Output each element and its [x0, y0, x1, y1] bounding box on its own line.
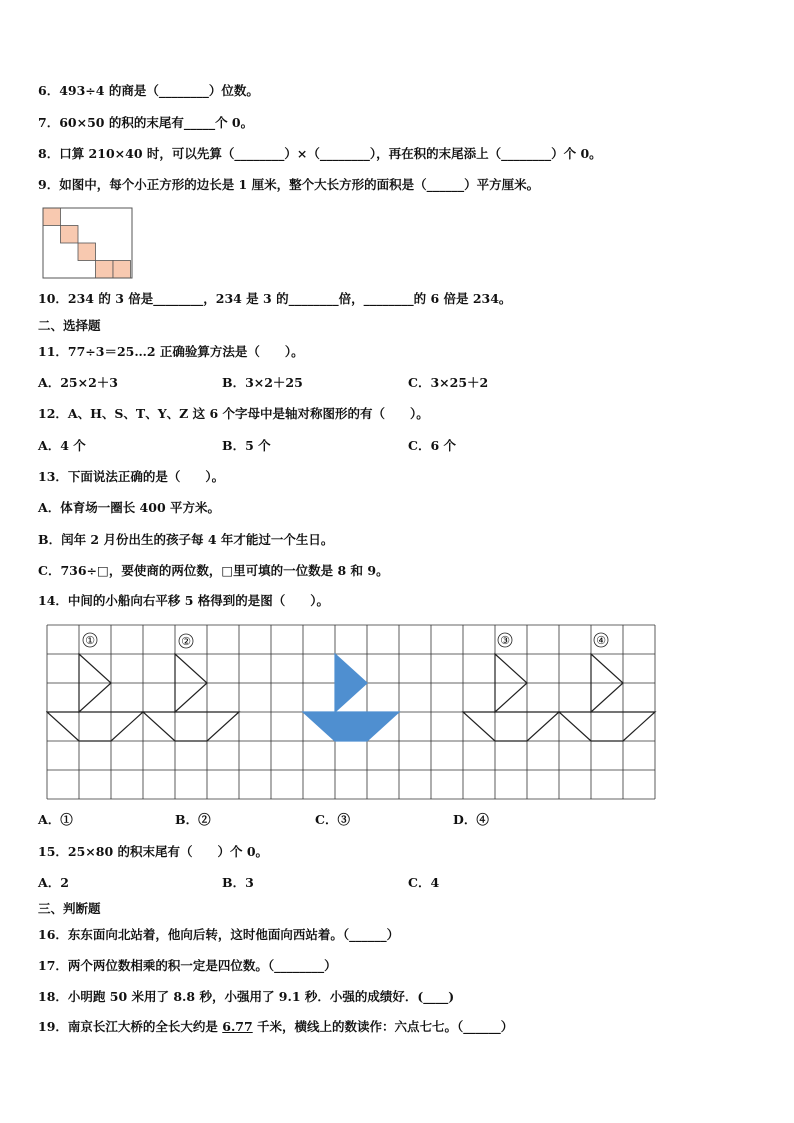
boat-label-2: ②: [181, 635, 191, 648]
q15: 15．25×80 的积末尾有（ ）个 0。: [38, 844, 269, 859]
boat-hull: [463, 712, 559, 741]
q9: 9．如图中，每个小正方形的边长是 1 厘米，整个大长方形的面积是（______）平方厘米。: [38, 177, 540, 192]
shaded-square: [43, 208, 61, 226]
boat-4: [559, 654, 655, 741]
q12: 12．A、H、S、T、Y、Z 这 6 个字母中是轴对称图形的有（ ）。: [38, 406, 429, 421]
q14-option-d: D．④: [453, 812, 489, 827]
shaded-squares: [43, 208, 131, 278]
q18: 18．小明跑 50 米用了 8.8 秒，小强用了 9.1 秒．小强的成绩好．(____): [38, 989, 455, 1004]
q14-option-c: C．③: [315, 812, 350, 827]
boat-label-1: ①: [85, 634, 95, 647]
q19-suffix: 千米，横线上的数读作：六点七七。（______）: [252, 1019, 514, 1034]
q16: 16．东东面向北站着，他向后转，这时他面向西站着。（______）: [38, 927, 400, 942]
q19: [38, 1018, 513, 1036]
q8: 8．口算 210×40 时，可以先算（________）×（________），再在积的末尾添上（________）个 0。: [38, 146, 602, 161]
q13-option-a: A．体育场一圈长 400 平方米。: [38, 500, 220, 515]
shaded-square: [113, 261, 131, 279]
boat-hull: [303, 712, 399, 741]
boat-hull: [559, 712, 655, 741]
boat-sail: [335, 654, 367, 712]
q14-option-b: B．②: [175, 812, 211, 827]
q12-option-c: C．6 个: [408, 438, 456, 453]
q15-option-c: C．4: [408, 875, 440, 890]
q19-underlined-number: 6.77: [222, 1019, 253, 1034]
boat-labels: [83, 633, 608, 648]
q12-option-a: A．4 个: [38, 438, 86, 453]
q9-rectangle-figure: [42, 207, 134, 279]
q14-boat-grid-figure: [46, 624, 658, 804]
boat-3: [463, 654, 559, 741]
boats: [47, 654, 655, 741]
q12-option-b: B．5 个: [222, 438, 271, 453]
q13-option-b: B．闰年 2 月份出生的孩子每 4 年才能过一个生日。: [38, 532, 334, 547]
q19-prefix: 19．南京长江大桥的全长大约是: [38, 1019, 223, 1034]
q17: 17．两个两位数相乘的积一定是四位数。（________）: [38, 958, 337, 973]
shaded-square: [78, 243, 96, 261]
section-3-heading: 三、判断题: [38, 901, 101, 916]
boat-1: [47, 654, 143, 741]
boat-hull: [143, 712, 239, 741]
section-2-heading: 二、选择题: [38, 318, 101, 333]
q14: 14．中间的小船向右平移 5 格得到的是图（ ）。: [38, 593, 330, 608]
q11-option-b: B．3×2＋25: [222, 375, 303, 390]
boat-hull: [47, 712, 143, 741]
boat-label-3: ③: [500, 634, 510, 647]
q15-option-b: B．3: [222, 875, 254, 890]
q15-option-a: A．2: [38, 875, 69, 890]
boat-label-4: ④: [596, 634, 606, 647]
boat-original: [303, 654, 399, 741]
q11: 11．77÷3＝25…2 正确验算方法是（ ）。: [38, 344, 304, 359]
shaded-square: [61, 226, 79, 244]
q13-option-c: C．736÷□，要使商的两位数，□里可填的一位数是 8 和 9。: [38, 563, 389, 578]
q11-option-c: C．3×25＋2: [408, 375, 489, 390]
q10: 10．234 的 3 倍是________，234 是 3 的________倍，________的 6 倍是 234。: [38, 291, 512, 306]
q6: 6．493÷4 的商是（________）位数。: [38, 83, 259, 98]
shaded-square: [96, 261, 114, 279]
q13: 13．下面说法正确的是（ ）。: [38, 469, 225, 484]
q14-option-a: A．①: [38, 812, 73, 827]
q11-option-a: A．25×2＋3: [38, 375, 118, 390]
boat-2: [143, 654, 239, 741]
q7: 7．60×50 的积的末尾有_____个 0。: [38, 115, 254, 130]
